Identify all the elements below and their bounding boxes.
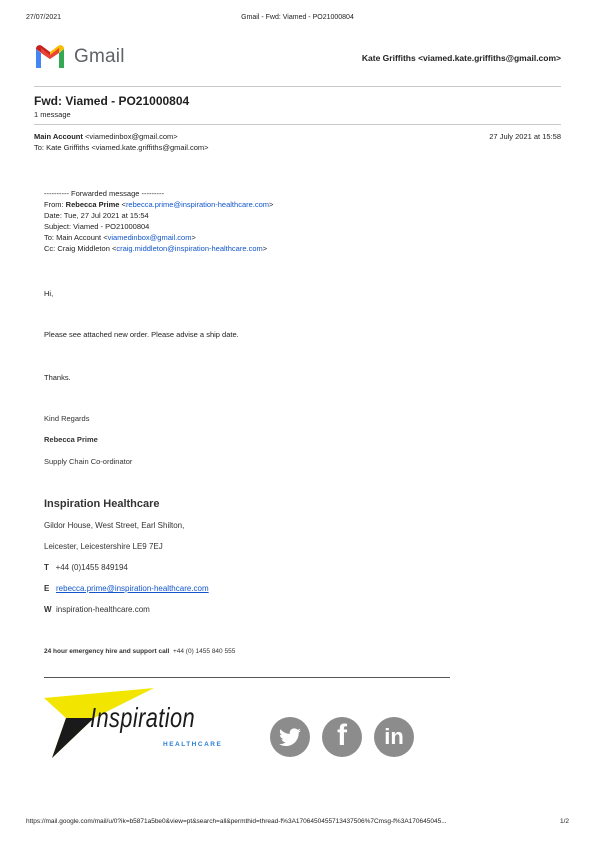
signature-name: Rebecca Prime xyxy=(44,435,98,444)
forward-to: To: Main Account <viamedinbox@gmail.com> xyxy=(44,233,196,242)
signature-regards: Kind Regards xyxy=(44,414,90,423)
footer-url: https://mail.google.com/mail/u/0?ik=b5871a5be0&view=pt&search=all&permthid=thread-f%3A1706450455713437506%7Cmsg-f%3A170645045... xyxy=(26,818,447,825)
body-greeting: Hi, xyxy=(44,289,54,298)
signature-address-2: Leicester, Leicestershire LE9 7EJ xyxy=(44,542,163,551)
footer-page: 1/2 xyxy=(559,818,569,825)
message-from xyxy=(34,132,178,141)
logo-wordmark: Inspiration xyxy=(90,702,196,733)
emergency-phone: +44 (0) 1455 840 555 xyxy=(172,648,236,655)
forward-to-prefix: To: Main Account < xyxy=(44,233,108,242)
forward-cc-prefix: Cc: Craig Middleton < xyxy=(44,244,117,253)
message-to: To: Kate Griffiths <viamed.kate.griffiths@gmail.com> xyxy=(34,143,209,152)
signature-web xyxy=(44,605,150,614)
print-title: Gmail - Fwd: Viamed - PO21000804 xyxy=(241,14,354,21)
header-divider xyxy=(34,86,561,87)
body-line: Please see attached new order. Please advise a ship date. xyxy=(44,330,239,339)
linkedin-icon[interactable] xyxy=(374,717,414,757)
signature-company: Inspiration Healthcare xyxy=(44,498,160,510)
thread-subject: Fwd: Viamed - PO21000804 xyxy=(34,94,190,108)
emergency-label: 24 hour emergency hire and support call xyxy=(44,648,170,655)
signature-email xyxy=(44,584,209,593)
linkedin-glyph: in xyxy=(384,724,404,749)
facebook-glyph: f xyxy=(337,719,347,752)
body-thanks: Thanks. xyxy=(44,373,71,382)
forward-separator: ---------- Forwarded message --------- xyxy=(44,189,164,198)
forward-cc: Cc: Craig Middleton <craig.middleton@inspiration-healthcare.com> xyxy=(44,244,268,253)
print-date: 27/07/2021 xyxy=(26,14,62,21)
forward-to-email-link[interactable]: viamedinbox@gmail.com xyxy=(107,233,192,242)
thread-divider xyxy=(34,124,561,125)
signature-email-link[interactable]: rebecca.prime@inspiration-healthcare.com xyxy=(56,584,209,593)
web-address: inspiration-healthcare.com xyxy=(56,605,150,614)
logo-subtitle: HEALTHCARE xyxy=(163,741,223,748)
phone-number: +44 (0)1455 849194 xyxy=(55,563,128,572)
phone-label: T xyxy=(44,563,49,572)
message-count: 1 message xyxy=(34,110,71,119)
forward-from-prefix: From: xyxy=(44,200,66,209)
sender-email: <viamedinbox@gmail.com> xyxy=(84,132,178,141)
facebook-icon[interactable] xyxy=(322,717,362,757)
email-label: E xyxy=(44,584,50,593)
gmail-logo-icon xyxy=(34,44,66,73)
forward-from: From: Rebecca Prime <rebecca.prime@inspiration-healthcare.com> xyxy=(44,200,274,209)
emergency-line xyxy=(44,648,235,655)
forward-from-email-link[interactable]: rebecca.prime@inspiration-healthcare.com xyxy=(125,200,270,209)
web-label: W xyxy=(44,605,52,614)
forward-subject: Subject: Viamed - PO21000804 xyxy=(44,222,150,231)
forward-cc-email-link[interactable]: craig.middleton@inspiration-healthcare.com xyxy=(116,244,263,253)
gmail-wordmark: Gmail xyxy=(74,46,125,67)
message-date: 27 July 2021 at 15:58 xyxy=(489,132,561,141)
account-name: Kate Griffiths <viamed.kate.griffiths@gmail.com> xyxy=(361,53,561,63)
signature-role: Supply Chain Co-ordinator xyxy=(44,457,133,466)
sender-name: Main Account xyxy=(34,132,83,141)
signature-divider xyxy=(44,677,450,678)
signature-address-1: Gildor House, West Street, Earl Shilton, xyxy=(44,521,185,530)
signature-phone xyxy=(44,563,128,572)
forward-date: Date: Tue, 27 Jul 2021 at 15:54 xyxy=(44,211,149,220)
twitter-icon[interactable] xyxy=(270,717,310,757)
forward-from-name: Rebecca Prime xyxy=(65,200,120,209)
